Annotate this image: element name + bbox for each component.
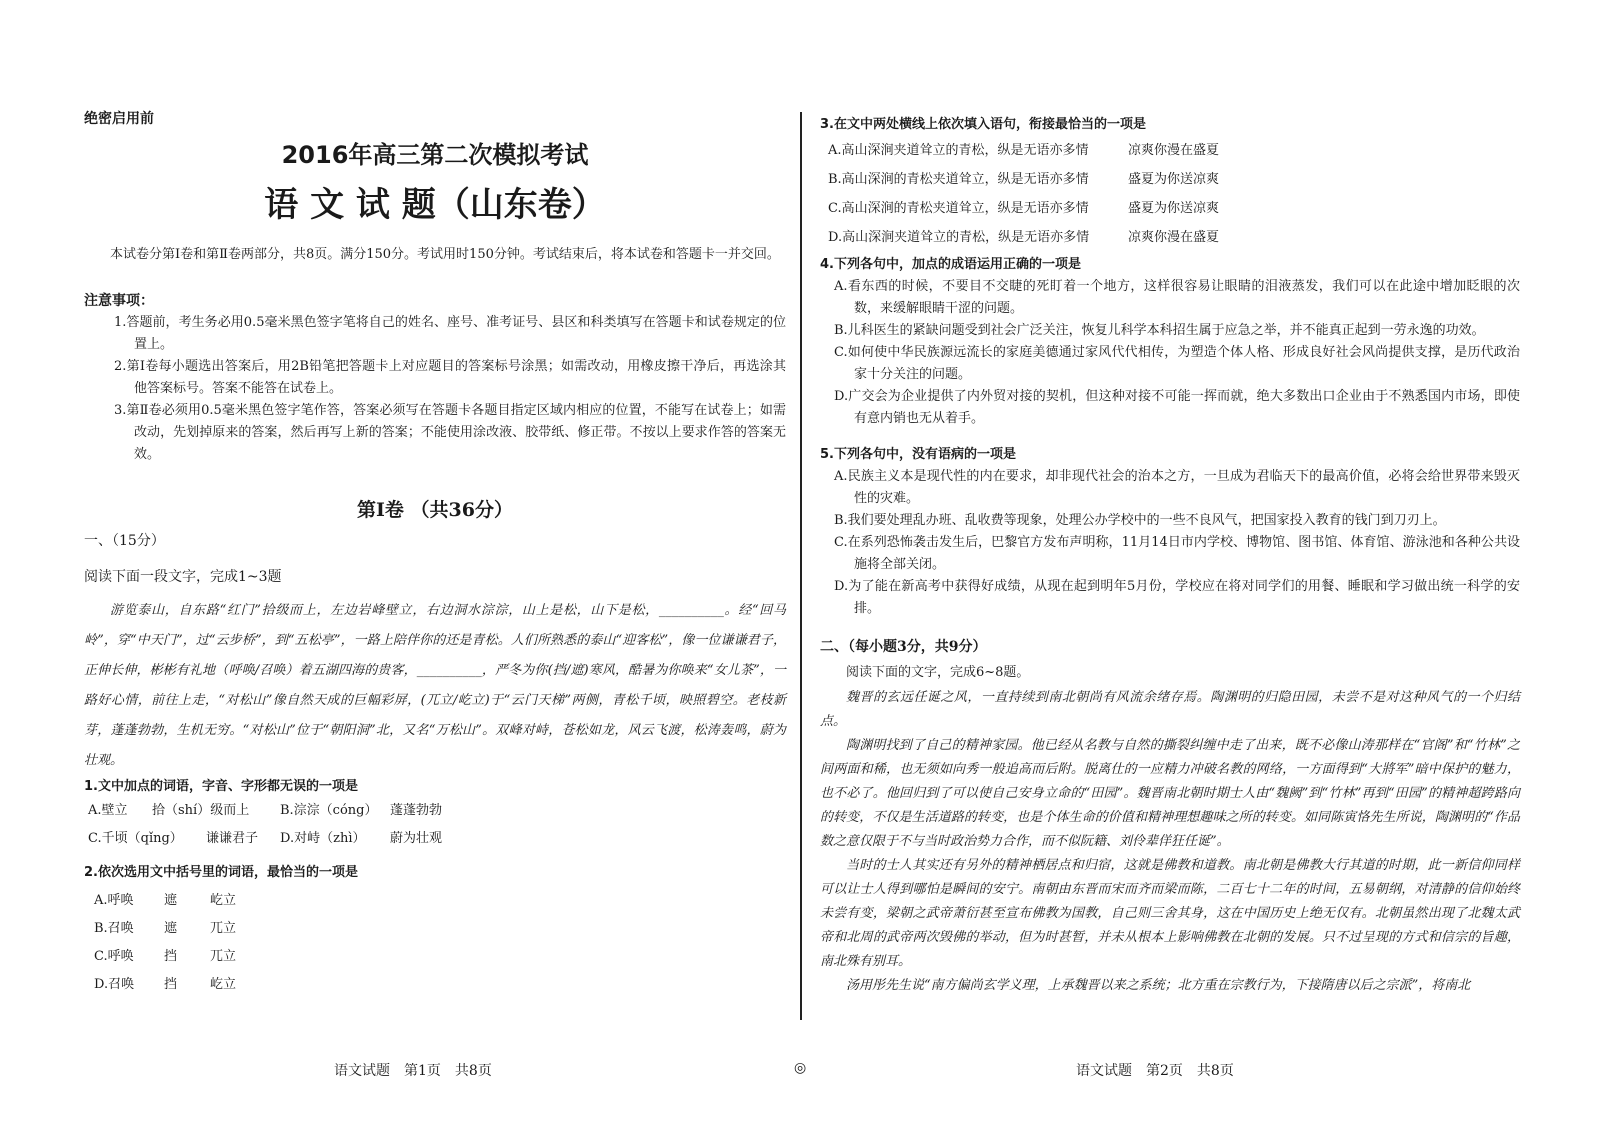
q3-option-row	[828, 227, 1520, 256]
q1-option-d-text: 蔚为壮观	[390, 831, 443, 846]
footer-page-1: 语文试题 第1页 共8页	[334, 1063, 492, 1079]
q2-stem: 2.依次选用文中括号里的词语，最恰当的一项是	[84, 865, 358, 880]
q3-option-row	[828, 198, 1520, 227]
q2-option-word: 屹立	[210, 893, 237, 908]
q3-option-text: B.高山深涧的青松夹道耸立，纵是无语亦多情	[828, 172, 1089, 187]
q2-option-word: 挡	[164, 949, 178, 964]
q5-option: B.我们要处理乱办班、乱收费等现象，处理公办学校中的一些不良风气，把国家投入教育的钱门到刀刃上。	[834, 513, 1446, 528]
notes-list	[114, 312, 786, 466]
passage2-paragraph: 魏晋的玄远任诞之风，一直持续到南北朝尚有风流余绪存焉。陶渊明的归隐田园，未尝不是对这种风气的一个归结点。	[820, 690, 1520, 729]
exam-title: 2016年高三第二次模拟考试	[281, 141, 589, 169]
q5-option: A.民族主义本是现代性的内在要求，却非现代社会的治本之方，一旦成为君临天下的最高价值，必将会给世界带来毁灭性的灾难。	[834, 469, 1520, 506]
confidential-label: 绝密启用前	[84, 111, 154, 127]
q1-option-b: B.淙淙（cóng）	[280, 803, 378, 818]
part1-title: 第Ⅰ卷 （共36分）	[357, 499, 513, 521]
q2-option-word: 屹立	[210, 977, 237, 992]
notes-heading: 注意事项：	[84, 293, 154, 309]
reading1-prompt: 阅读下面一段文字，完成1~3题	[84, 569, 282, 585]
reading2-prompt: 阅读下面的文字，完成6~8题。	[846, 665, 1030, 680]
q2-options	[94, 890, 786, 1002]
q5-option: D.为了能在新高考中获得好成绩，从现在起到明年5月份，学校应在将对同学们的用餐、睡眠和学习做出统一科学的安排。	[834, 579, 1520, 616]
q4-option: A.看东西的时候，不要目不交睫的死盯着一个地方，这样很容易让眼睛的泪液蒸发，我们可以在此途中增加眨眼的次数，来缓解眼睛干涩的问题。	[834, 279, 1520, 316]
passage2-paragraph: 当时的士人其实还有另外的精神栖居点和归宿，这就是佛教和道教。南北朝是佛教大行其道的时期，此一新信仰同样可以让士人得到哪怕是瞬间的安宁。南朝由东晋而宋而齐而梁而陈，二百七十二年的时间，五易朝纲，对清静的信仰始终未尝有变，梁朝之武帝萧衍甚至宣布佛教为国教，自己则三舍其身，这在中国历史上绝无仅有。北朝虽然出现了北魏太武帝和北周的武帝两次毁佛的举动，但为时甚暂，并未从根本上影响佛教在北朝的发展。只不过呈现的方式和信宗的旨趣，南北殊有别耳。	[820, 858, 1520, 969]
passage1: 游览泰山，自东路“红门”拾级而上，左边岩峰壁立，右边洞水淙淙，山上是松，山下是松，__________。经“回马岭”，穿“中天门”，过“云步桥”，到“五松亭”，一路上陪伴你的还是青松。人们所熟悉的泰山“迎客松”，像一位谦谦君子，正伸长伸，彬彬有礼地（呼唤/召唤）着五湖四海的贵客，__________，严冬为你(挡/遮)寒风，酷暑为你唤来“女儿茶”，一路好心情，前往上走，“对松山”像自然天成的巨幅彩屏，(兀立/屹立)于“云门天梯”两侧，青松千顷，映照碧空。老枝新芽，蓬蓬勃勃，生机无穷。“对松山”位于“朝阳洞”北，又名“万松山”。双峰对峙，苍松如龙，风云飞渡，松涛轰鸣，蔚为壮观。	[84, 603, 786, 768]
q3-options	[828, 140, 1520, 256]
q4-option: D.广交会为企业提供了内外贸对接的契机，但这种对接不可能一挥而就，绝大多数出口企业由于不熟悉国内市场，即使有意内销也无从着手。	[834, 389, 1520, 426]
q4-stem: 4.下列各句中，加点的成语运用正确的一项是	[820, 257, 1081, 272]
q1-option-a-text: 拾（shí）级而上	[152, 803, 250, 818]
passage2-paragraph: 陶渊明找到了自己的精神家园。他已经从名教与自然的撕裂纠缠中走了出来，既不必像山涛那样在“官阁”和“竹林”之间两面和稀，也无须如向秀一般追高而后附。脱离仕的一应精力冲破名教的网络，一方面得到“大將军”暗中保护的魅力，也不必了。他回归到了可以使自己安身立命的“田园”。魏晋南北朝时期士人由“魏阙”到“竹林”再到“田园”的精神超跨路向的转变，不仅是生活道路的转变，也是个体生命的价值和精神理想趣味之所的转变。如同陈寅恪先生所说，陶渊明的“作品数之意仅限于不与当时政治势力合作，而不似阮籍、刘伶辈佯狂任诞”。	[820, 738, 1520, 849]
q2-option-label: C.呼唤	[94, 949, 134, 964]
q2-option-row	[94, 890, 786, 918]
q4-options	[820, 276, 1520, 430]
passage2	[820, 686, 1520, 998]
note-item: 3.第Ⅱ卷必须用0.5毫米黑色签字笔作答，答案必须写在答题卡各题目指定区域内相应的位置，不能写在试卷上；如需改动，先划掉原来的答案，然后再写上新的答案；不能使用涂改液、胶带纸、修正带。不按以上要求作答的答案无效。	[114, 403, 786, 462]
column-divider	[800, 112, 802, 1020]
q2-option-word: 兀立	[210, 949, 237, 964]
q3-option-tail: 凉爽你漫在盛夏	[1128, 143, 1220, 158]
q3-option-row	[828, 140, 1520, 169]
q2-option-label: A.呼唤	[94, 893, 134, 908]
q2-option-word: 挡	[164, 977, 178, 992]
q2-option-label: D.召唤	[94, 977, 135, 992]
left-page	[84, 0, 786, 1129]
q2-option-word: 兀立	[210, 921, 237, 936]
q4-option: B.儿科医生的紧缺问题受到社会广泛关注，恢复儿科学本科招生属于应急之举，并不能真正起到一劳永逸的功效。	[834, 323, 1485, 338]
q5-option: C.在系列恐怖袭击发生后，巴黎官方发布声明称，11月14日市内学校、博物馆、图书馆、体育馆、游泳池和各种公共设施将全部关闭。	[834, 535, 1520, 572]
section2-heading: 二、（每小题3分，共9分）	[820, 639, 987, 655]
exam-intro: 本试卷分第Ⅰ卷和第Ⅱ卷两部分，共8页。满分150分。考试用时150分钟。考试结束后，将本试卷和答题卡一并交回。	[110, 247, 780, 262]
q2-option-word: 遮	[164, 893, 178, 908]
subject-title: 语 文 试 题（山东卷）	[264, 185, 606, 225]
q3-option-row	[828, 169, 1520, 198]
right-page	[820, 0, 1520, 1129]
q2-option-row	[94, 974, 786, 1002]
q2-option-label: B.召唤	[94, 921, 134, 936]
q1-option-row	[88, 828, 786, 850]
q2-option-word: 遮	[164, 921, 178, 936]
q3-option-text: A.高山深涧夹道耸立的青松，纵是无语亦多情	[828, 143, 1089, 158]
q1-option-a: A.壁立	[88, 803, 128, 818]
section1-heading: 一、（15分）	[84, 533, 165, 549]
passage2-paragraph: 汤用彤先生说“南方偏尚玄学义理，上承魏晋以来之系统；北方重在宗教行为，下接隋唐以后之宗派”，将南北	[846, 978, 1471, 993]
q5-stem: 5.下列各句中，没有语病的一项是	[820, 447, 1016, 462]
footer-center-mark: ◎	[794, 1060, 807, 1076]
q3-stem: 3.在文中两处横线上依次填入语句，衔接最恰当的一项是	[820, 117, 1146, 132]
q3-option-tail: 凉爽你漫在盛夏	[1128, 230, 1220, 245]
q3-option-text: D.高山深涧夹道耸立的青松，纵是无语亦多情	[828, 230, 1090, 245]
q1-stem: 1.文中加点的词语，字音、字形都无误的一项是	[84, 779, 358, 794]
footer-page-2: 语文试题 第2页 共8页	[1076, 1063, 1234, 1079]
q4-option: C.如何使中华民族源远流长的家庭美德通过家风代代相传，为塑造个体人格、形成良好社会风尚提供支撑，是历代政治家十分关注的问题。	[834, 345, 1520, 382]
note-item: 2.第Ⅰ卷每小题选出答案后，用2B铅笔把答题卡上对应题目的答案标号涂黑；如需改动，用橡皮擦干净后，再选涂其他答案标号。答案不能答在试卷上。	[114, 359, 786, 396]
q3-option-text: C.高山深涧的青松夹道耸立，纵是无语亦多情	[828, 201, 1089, 216]
q1-option-b-text: 蓬蓬勃勃	[390, 803, 443, 818]
q1-option-row	[88, 800, 786, 822]
note-item: 1.答题前，考生务必用0.5毫米黑色签字笔将自己的姓名、座号、准考证号、县区和科类填写在答题卡和试卷规定的位置上。	[114, 315, 786, 352]
q3-option-tail: 盛夏为你送凉爽	[1128, 172, 1220, 187]
q5-options	[820, 466, 1520, 620]
q2-option-row	[94, 918, 786, 946]
q1-option-c: C.千顷（qǐng）	[88, 831, 183, 846]
q2-option-row	[94, 946, 786, 974]
q3-option-tail: 盛夏为你送凉爽	[1128, 201, 1220, 216]
q1-option-d: D.对峙（zhì）	[280, 831, 366, 846]
q1-option-c-text: 谦谦君子	[206, 831, 259, 846]
q1-options	[88, 800, 786, 850]
